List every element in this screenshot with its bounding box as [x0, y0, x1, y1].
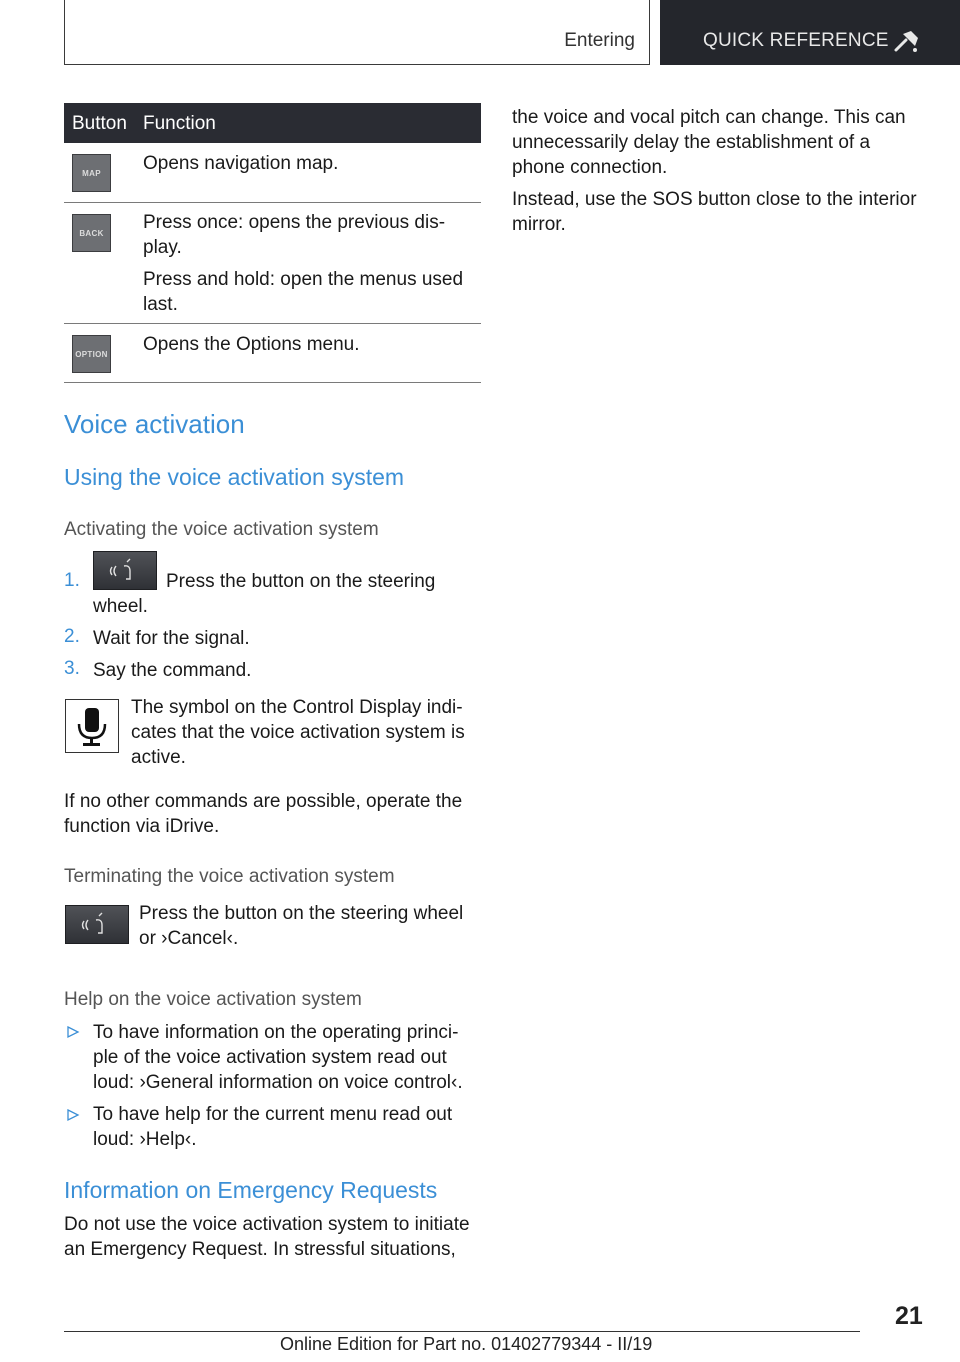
emergency-heading: Information on Emergency Requests	[64, 1177, 438, 1203]
activating-title: Activating the voice activation system	[64, 519, 379, 540]
header-chapter-title: QUICK REFERENCE	[703, 30, 889, 51]
table-row	[64, 324, 481, 383]
voice-button-icon	[93, 551, 157, 590]
step-text: Say the command.	[93, 660, 252, 681]
footer-edition: Online Edition for Part no. 01402779344 - II/19	[280, 1334, 653, 1354]
table-cell-function: Press once: opens the previous dis-play.	[143, 212, 446, 258]
header-chapter-box	[660, 0, 960, 65]
step-text: Wait for the signal.	[93, 628, 250, 649]
table-cell-function: Opens the Options menu.	[143, 334, 360, 355]
table-row	[64, 143, 481, 203]
help-item: To have information on the operating princi-ple of the voice activation system read out loud: ›General information on voice control‹.	[93, 1022, 463, 1093]
option-button-icon: OPTION	[72, 335, 111, 373]
section-heading-voice: Voice activation	[64, 409, 245, 439]
step-number: 3.	[64, 658, 80, 679]
header-section-title: Entering	[564, 30, 635, 51]
help-item: To have help for the current menu read out loud: ›Help‹.	[93, 1104, 453, 1150]
table-cell-function: Press and hold: open the menus used last.	[143, 269, 464, 315]
back-button-icon: BACK	[72, 214, 111, 252]
table-row	[64, 203, 481, 324]
symbol-description: The symbol on the Control Display indi-cates that the voice activation system is active.	[131, 697, 465, 768]
voice-button-icon	[65, 905, 129, 944]
help-title: Help on the voice activation system	[64, 989, 362, 1010]
table-header-button: Button	[72, 113, 127, 134]
emergency-text-left: Do not use the voice activation system to initiate an Emergency Request. In stressful situations,	[64, 1214, 470, 1260]
no-other-commands: If no other commands are possible, operate the function via iDrive.	[64, 791, 463, 837]
microphone-icon	[65, 699, 119, 753]
button-function-table	[64, 103, 481, 383]
subheading-using-voice: Using the voice activation system	[64, 464, 405, 490]
car-wrench-icon	[892, 28, 922, 54]
footer-divider	[64, 1331, 860, 1332]
header-section-box	[64, 0, 650, 65]
emergency-text-right-2: Instead, use the SOS button close to the interior mirror.	[512, 189, 917, 235]
map-button-icon: MAP	[72, 154, 111, 192]
page-number: 21	[895, 1302, 923, 1330]
step-number: 1.	[64, 570, 80, 591]
terminating-text: Press the button on the steering wheel or ›Cancel‹.	[139, 903, 464, 949]
terminating-title: Terminating the voice activation system	[64, 866, 395, 887]
step-text-cont: wheel.	[93, 596, 148, 617]
emergency-text-right: the voice and vocal pitch can change. This can unnecessarily delay the establishment of a phone connection.	[512, 107, 906, 178]
step-number: 2.	[64, 626, 80, 647]
step-text: Press the button on the steering	[166, 571, 436, 592]
triangle-bullet-icon	[66, 1025, 80, 1039]
table-header-function: Function	[143, 113, 216, 134]
triangle-bullet-icon	[66, 1108, 80, 1122]
table-cell-function: Opens navigation map.	[143, 153, 339, 174]
table-header	[64, 103, 481, 143]
